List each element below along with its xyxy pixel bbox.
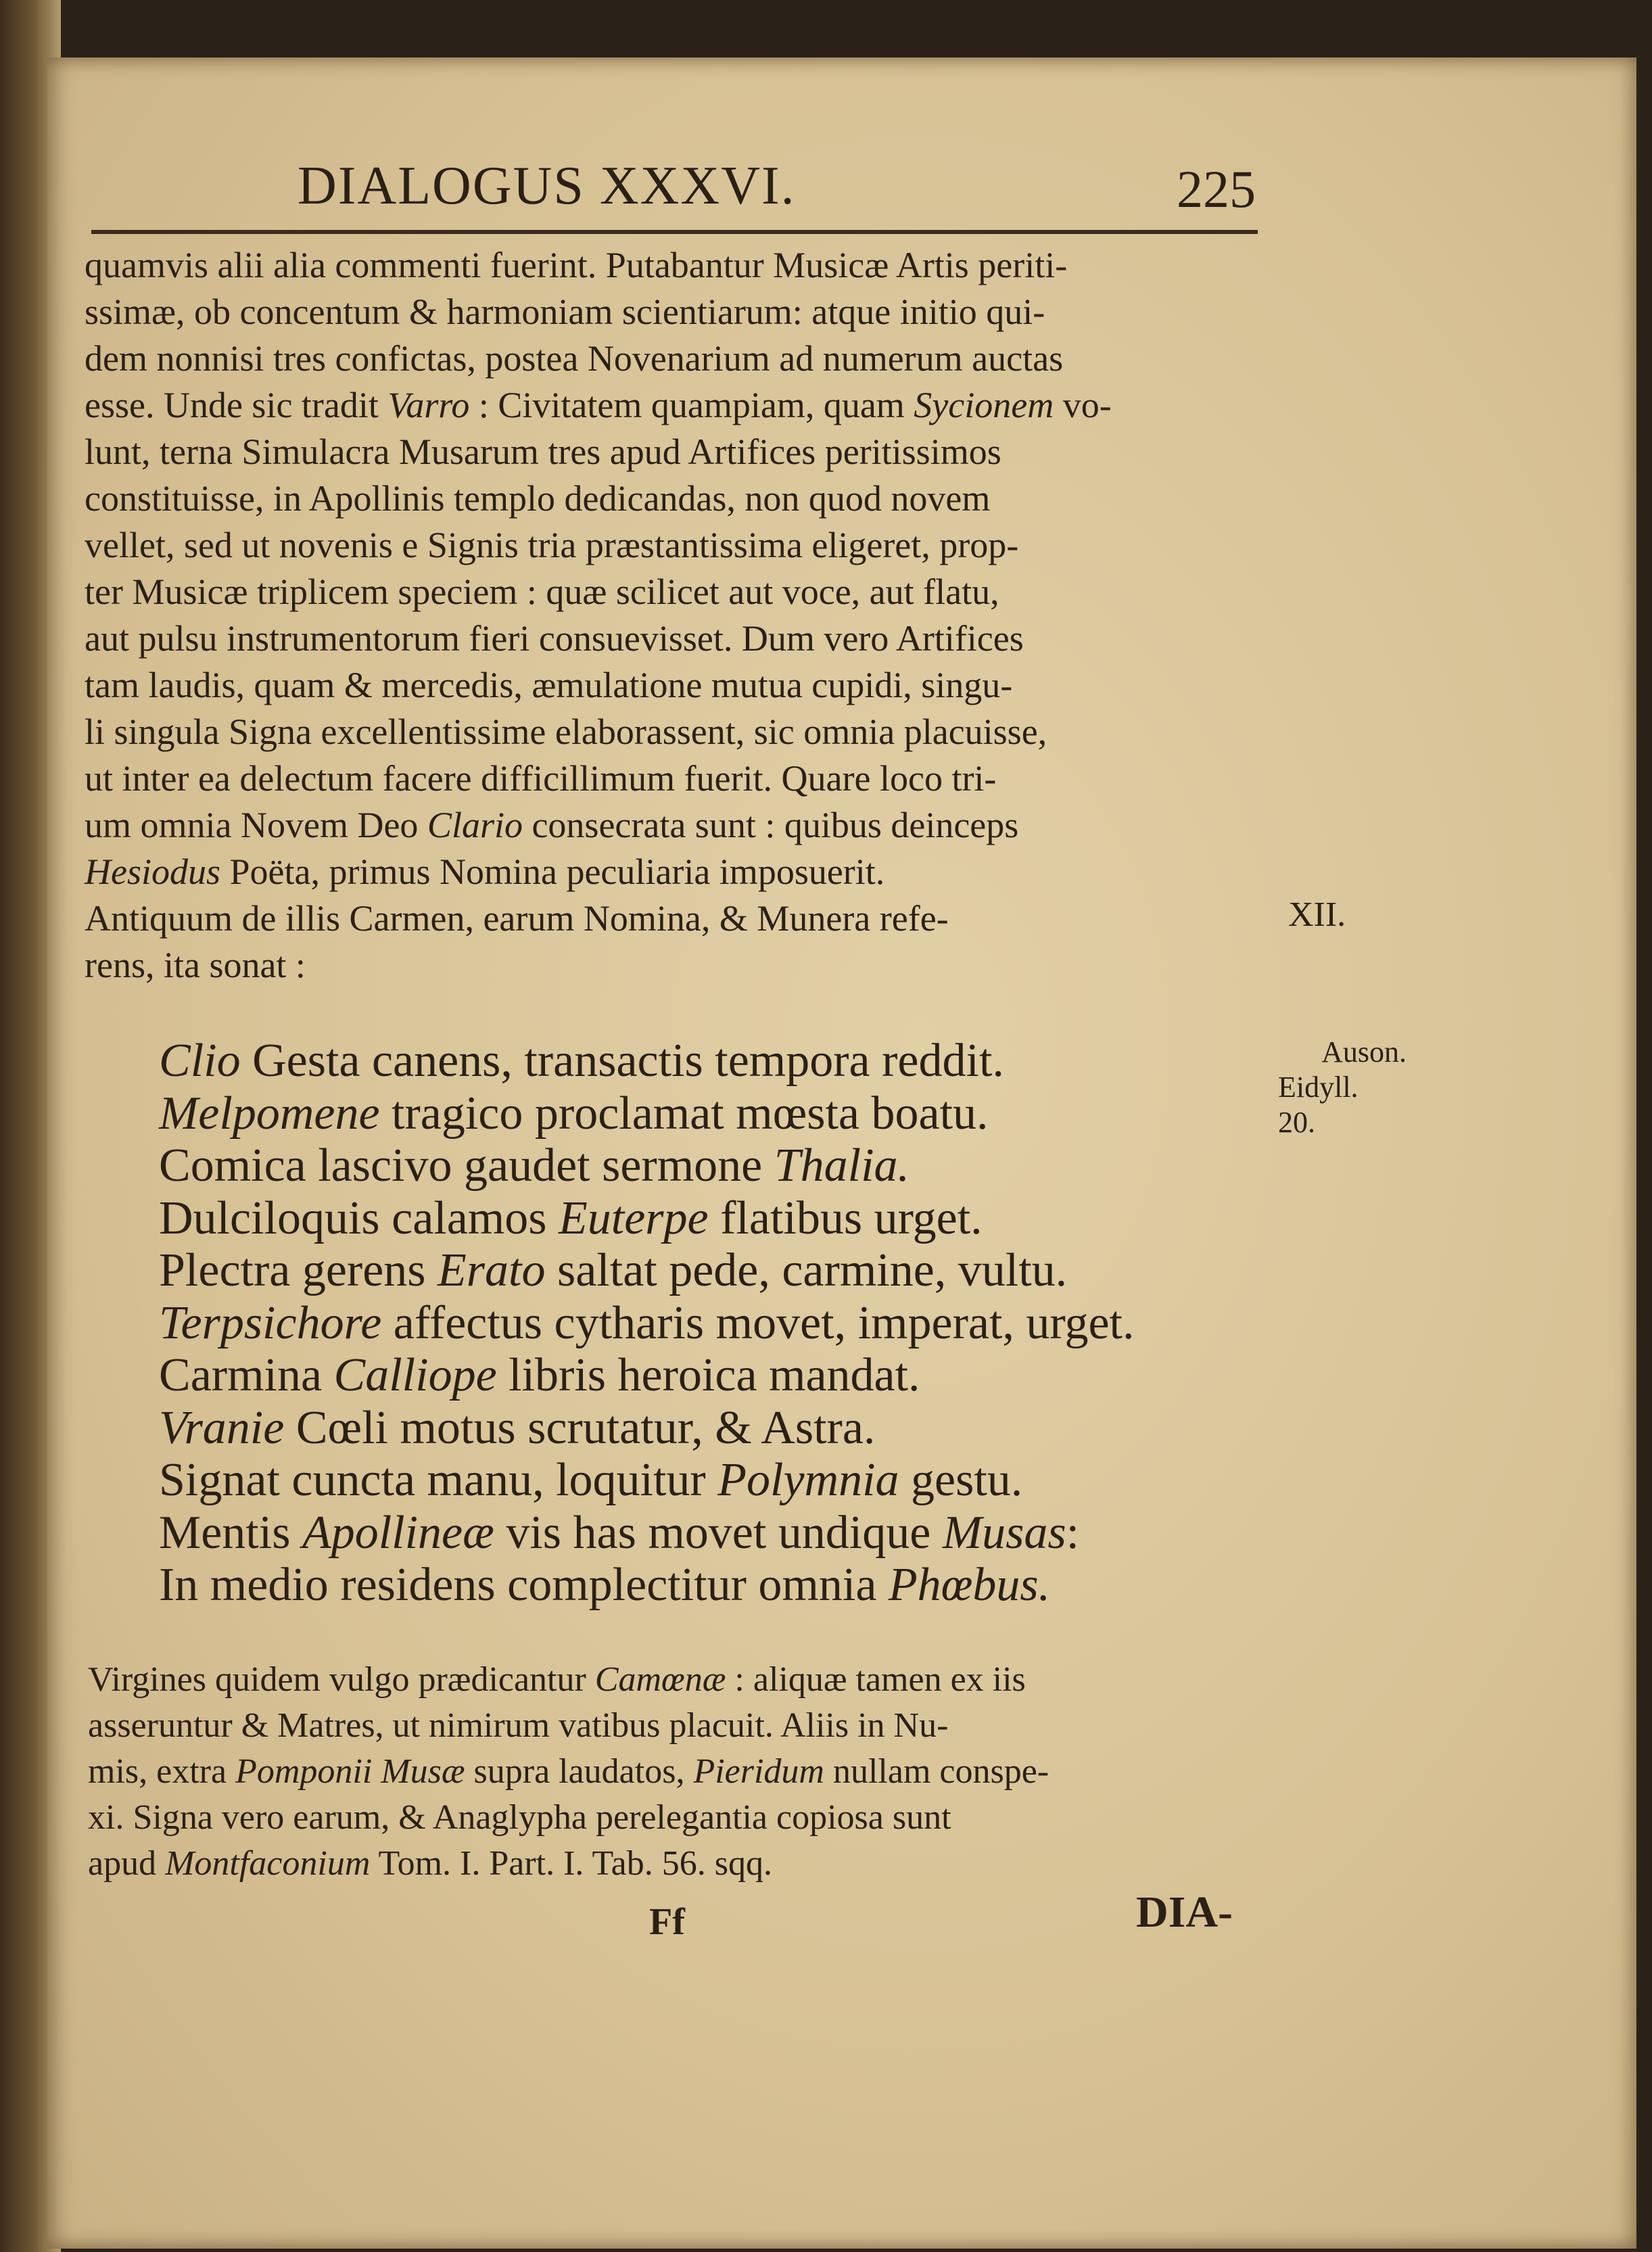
italic-name: Clario — [427, 805, 523, 845]
margin-source-line: Eidyll. — [1278, 1071, 1359, 1104]
margin-section-number: XII. — [1288, 895, 1346, 934]
italic-name: Clio — [159, 1035, 241, 1087]
prose-line: ter Musicæ triplicem speciem : quæ scilicet aut voce, aut flatu, — [85, 571, 999, 612]
prose-line: li singula Signa excellentissime elaborassent, sic omnia placuisse, — [85, 711, 1047, 752]
italic-name: Calliope — [333, 1349, 497, 1401]
poem-line: Plectra gerens Erato saltat pede, carmine, vultu. — [159, 1244, 1068, 1296]
italic-name: Melpomene — [159, 1087, 380, 1140]
italic-name: Terpsichore — [159, 1296, 382, 1349]
note-line: Virgines quidem vulgo prædicantur Camœnæ : aliquæ tamen ex iis — [88, 1660, 1026, 1699]
prose-line: quamvis alii alia commenti fuerint. Putabantur Musicæ Artis periti- — [85, 245, 1068, 285]
prose-line: Antiquum de illis Carmen, earum Nomina, & Munera refe- — [85, 898, 949, 939]
prose-line: Hesiodus Poëta, primus Nomina peculiaria imposuerit. — [85, 851, 885, 892]
poem-line: Vranie Cœli motus scrutatur, & Astra. — [159, 1401, 876, 1454]
prose-line: lunt, terna Simulacra Musarum tres apud Artifices peritissimos — [85, 431, 1001, 472]
poem-line: Carmina Calliope libris heroica mandat. — [159, 1349, 920, 1401]
note-line: apud Montfaconium Tom. I. Part. I. Tab. 56. sqq. — [88, 1844, 772, 1883]
prose-line: rens, ita sonat : — [85, 945, 306, 985]
header-rule — [91, 230, 1258, 234]
margin-source-line: 20. — [1278, 1106, 1315, 1139]
margin-source-note — [1271, 1035, 1407, 1140]
page-number: 225 — [1177, 160, 1256, 218]
prose-line: vellet, sed ut novenis e Signis tria præstantissima eligeret, prop- — [85, 525, 1019, 565]
prose-line: constituisse, in Apollinis templo dedicandas, non quod novem — [85, 478, 991, 519]
italic-name: Sycionem — [914, 385, 1054, 425]
prose-line: um omnia Novem Deo Clario consecrata sunt : quibus deinceps — [85, 805, 1019, 845]
poem-line: Comica lascivo gaudet sermone Thalia. — [159, 1140, 910, 1192]
poem-line: Melpomene tragico proclamat mœsta boatu. — [159, 1087, 989, 1140]
italic-name: Camœnæ — [594, 1660, 726, 1699]
italic-name: Phœbus. — [888, 1559, 1051, 1611]
italic-name: Apollineæ — [302, 1506, 494, 1559]
italic-name: Thalia. — [774, 1140, 910, 1192]
italic-name: Hesiodus — [85, 851, 220, 892]
poem-line: In medio residens complectitur omnia Phœbus. — [159, 1559, 1051, 1611]
prose-line: dem nonnisi tres confictas, postea Novenarium ad numerum auctas — [85, 338, 1064, 379]
italic-name: Erato — [438, 1244, 546, 1296]
prose-line: aut pulsu instrumentorum fieri consuevisset. Dum vero Artifices — [85, 618, 1024, 659]
prose-line: tam laudis, quam & mercedis, æmulatione mutua cupidi, singu- — [85, 665, 1013, 705]
note-line: asseruntur & Matres, ut nimirum vatibus placuit. Aliis in Nu- — [88, 1706, 949, 1745]
catchword: DIA- — [1136, 1887, 1233, 1937]
italic-name: Euterpe — [559, 1192, 709, 1244]
poem-line: Mentis Apollineæ vis has movet undique Musas: — [159, 1506, 1080, 1559]
italic-name: Varro — [387, 385, 470, 425]
italic-name: Pomponii Musæ — [235, 1752, 465, 1791]
poem-line: Terpsichore affectus cytharis movet, imperat, urget. — [159, 1296, 1135, 1349]
poem-block — [159, 1035, 1275, 1612]
poem-line: Clio Gesta canens, transactis tempora reddit. — [159, 1035, 1004, 1087]
poem-line: Signat cuncta manu, loquitur Polymnia gestu. — [159, 1454, 1023, 1506]
prose-line: ut inter ea delectum facere difficillimum fuerit. Quare loco tri- — [85, 758, 997, 799]
running-head: DIALOGUS XXXVI. — [298, 156, 796, 216]
note-block — [88, 1657, 1278, 1887]
italic-name: Musas — [942, 1506, 1066, 1559]
italic-name: Polymnia — [717, 1454, 899, 1506]
note-line: xi. Signa vero earum, & Anaglypha perelegantia copiosa sunt — [88, 1798, 951, 1837]
prose-line: esse. Unde sic tradit Varro : Civitatem quampiam, quam Sycionem vo- — [85, 385, 1112, 425]
prose-line: ssimæ, ob concentum & harmoniam scientiarum: atque initio qui- — [85, 291, 1045, 332]
note-line: mis, extra Pomponii Musæ supra laudatos, Pieridum nullam conspe- — [88, 1752, 1049, 1791]
italic-name: Pieridum — [693, 1752, 824, 1791]
prose-block — [85, 242, 1275, 989]
italic-name: Vranie — [159, 1401, 285, 1454]
margin-source-line: Auson. — [1321, 1035, 1407, 1069]
signature-mark: Ff — [649, 1901, 685, 1943]
poem-line: Dulciloquis calamos Euterpe flatibus urget. — [159, 1192, 983, 1244]
italic-name: Montfaconium — [165, 1844, 371, 1883]
